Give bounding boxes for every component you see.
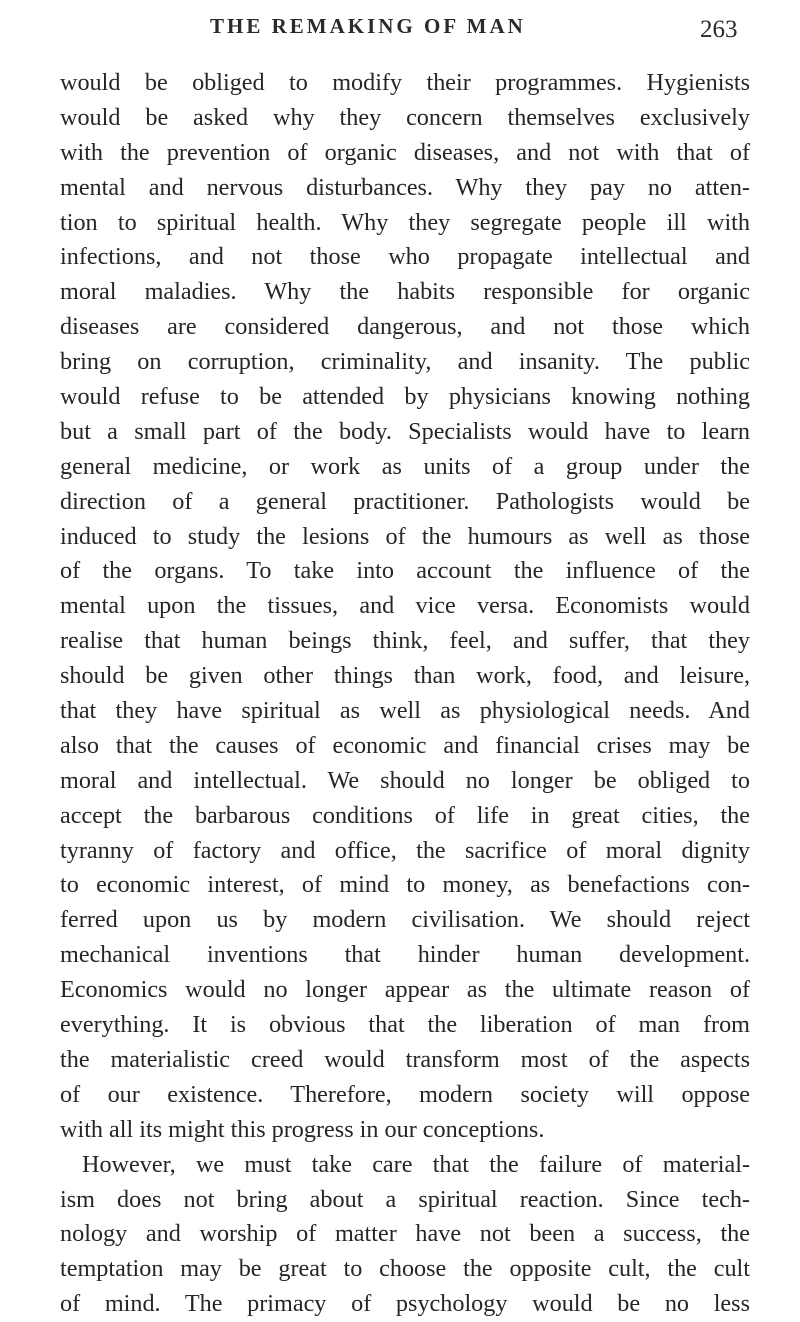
text-line: should be given other things than work, food, and leisure, — [60, 662, 750, 690]
text-line: of the organs. To take into account the influence of the — [60, 557, 750, 585]
running-head-title: THE REMAKING OF MAN — [210, 14, 526, 38]
page-number: 263 — [700, 16, 738, 43]
text-line: also that the causes of economic and financial crises may be — [60, 731, 750, 759]
text-line: induced to study the lesions of the humours as well as those — [60, 522, 750, 550]
text-line: mental and nervous disturbances. Why they pay no atten- — [60, 173, 750, 201]
text-line: direction of a general practitioner. Pathologists would be — [60, 487, 750, 515]
text-line: with the prevention of organic diseases, and not with that of — [60, 138, 750, 166]
text-line: the materialistic creed would transform most of the aspects — [60, 1045, 750, 1073]
text-line: with all its might this progress in our conceptions. — [60, 1115, 545, 1143]
text-line: realise that human beings think, feel, and suffer, that they — [60, 627, 750, 655]
text-line: tyranny of factory and office, the sacrifice of moral dignity — [60, 836, 750, 864]
text-line: moral and intellectual. We should no longer be obliged to — [60, 766, 750, 794]
paragraph-first-line: However, we must take care that the failure of material- — [82, 1150, 750, 1178]
text-line: general medicine, or work as units of a group under the — [60, 452, 750, 480]
text-line: nology and worship of matter have not been a success, the — [60, 1220, 750, 1248]
text-line: to economic interest, of mind to money, as benefactions con- — [60, 871, 750, 899]
text-line: would be asked why they concern themselves exclusively — [60, 103, 750, 131]
text-line: of mind. The primacy of psychology would be no less — [60, 1290, 750, 1318]
text-line: would refuse to be attended by physicians knowing nothing — [60, 383, 750, 411]
text-line: Economics would no longer appear as the ultimate reason of — [60, 976, 750, 1004]
text-line: mental upon the tissues, and vice versa. Economists would — [60, 592, 750, 620]
text-line: mechanical inventions that hinder human development. — [60, 941, 750, 969]
text-line: everything. It is obvious that the liberation of man from — [60, 1011, 750, 1039]
text-line: but a small part of the body. Specialists would have to learn — [60, 417, 750, 445]
text-line: ism does not bring about a spiritual reaction. Since tech- — [60, 1185, 750, 1213]
text-line: bring on corruption, criminality, and insanity. The public — [60, 348, 750, 376]
text-line: would be obliged to modify their programmes. Hygienists — [60, 69, 750, 96]
text-line: accept the barbarous conditions of life in great cities, the — [60, 801, 750, 829]
text-line: that they have spiritual as well as physiological needs. And — [60, 697, 750, 725]
text-line: tion to spiritual health. Why they segregate people ill with — [60, 208, 750, 236]
body-text — [60, 66, 750, 1322]
text-line: moral maladies. Why the habits responsible for organic — [60, 278, 750, 306]
text-line: infections, and not those who propagate intellectual and — [60, 243, 750, 271]
text-line: ferred upon us by modern civilisation. We should reject — [60, 906, 750, 934]
text-line: temptation may be great to choose the opposite cult, the cult — [60, 1255, 750, 1283]
text-line: of our existence. Therefore, modern society will oppose — [60, 1080, 750, 1108]
text-line: diseases are considered dangerous, and not those which — [60, 313, 750, 341]
